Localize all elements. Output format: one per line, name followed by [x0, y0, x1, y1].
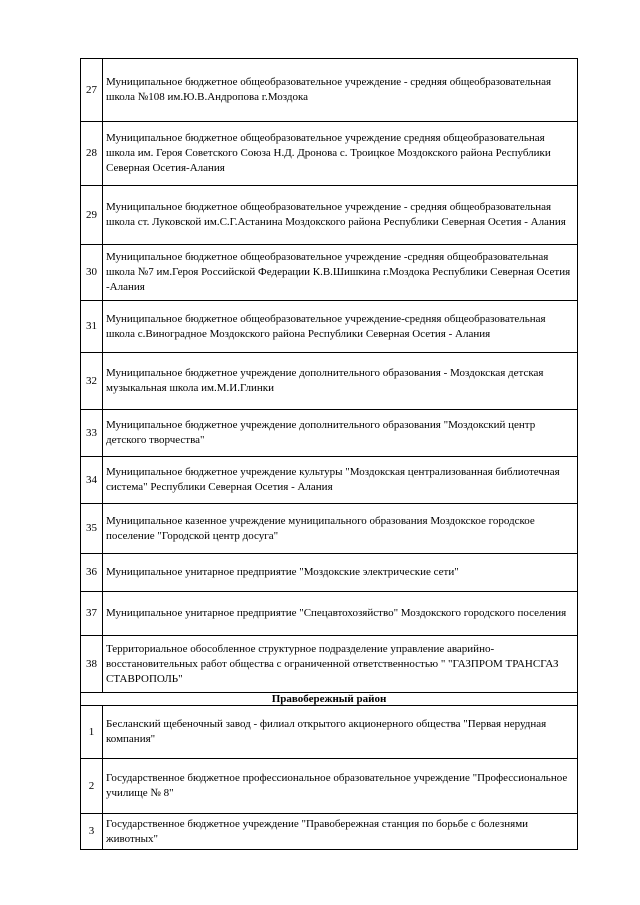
row-number: 37 — [81, 592, 103, 636]
table-row — [81, 592, 578, 636]
organization-name: Муниципальное унитарное предприятие "Спецавтохозяйство" Моздокского городского поселения — [103, 592, 578, 636]
organization-name: Муниципальное бюджетное общеобразовательное учреждение-средняя общеобразовательная школа с.Виноградное Моздокского района Республики Северная Осетия - Алания — [103, 301, 578, 353]
organization-name: Муниципальное бюджетное общеобразовательное учреждение - средняя общеобразовательная школа ст. Луковской им.С.Г.Астанина Моздокского района Республики Северная Осетия - Алания — [103, 186, 578, 245]
table-row — [81, 636, 578, 693]
organization-name: Муниципальное бюджетное общеобразовательное учреждение - средняя общеобразовательная школа №108 им.Ю.В.Андропова г.Моздока — [103, 59, 578, 122]
table-row — [81, 301, 578, 353]
organization-name: Муниципальное бюджетное учреждение дополнительного образования - Моздокская детская музыкальная школа им.М.И.Глинки — [103, 353, 578, 410]
row-number: 28 — [81, 122, 103, 186]
organization-name: Государственное бюджетное учреждение "Правобережная станция по борьбе с болезнями животных" — [103, 814, 578, 850]
organization-name: Муниципальное казенное учреждение муниципального образования Моздокское городское поселение "Городской центр досуга" — [103, 504, 578, 554]
row-number: 29 — [81, 186, 103, 245]
table-row — [81, 186, 578, 245]
table-row — [81, 122, 578, 186]
row-number: 35 — [81, 504, 103, 554]
row-number: 32 — [81, 353, 103, 410]
table-row — [81, 504, 578, 554]
row-number: 33 — [81, 410, 103, 457]
row-number: 36 — [81, 554, 103, 592]
organization-name: Муниципальное бюджетное общеобразовательное учреждение средняя общеобразовательная школа им. Героя Советского Союза Н.Д. Дронова с. Троицкое Моздокского района Республики Северная Осетия-Алания — [103, 122, 578, 186]
organization-name: Муниципальное бюджетное учреждение дополнительного образования "Моздокский центр детского творчества" — [103, 410, 578, 457]
row-number: 27 — [81, 59, 103, 122]
table-row — [81, 814, 578, 850]
section-title: Правобережный район — [81, 693, 578, 706]
organization-name: Муниципальное унитарное предприятие "Моздокские электрические сети" — [103, 554, 578, 592]
row-number: 31 — [81, 301, 103, 353]
table-row — [81, 759, 578, 814]
table-row — [81, 457, 578, 504]
organization-name: Территориальное обособленное структурное подразделение управление аварийно-восстановительных работ общества с ограниченной ответственностью " "ГАЗПРОМ ТРАНСГАЗ СТАВРОПОЛЬ" — [103, 636, 578, 693]
table-row — [81, 59, 578, 122]
organization-name: Государственное бюджетное профессиональное образовательное учреждение "Профессиональное училище № 8" — [103, 759, 578, 814]
table-row — [81, 554, 578, 592]
row-number: 1 — [81, 706, 103, 759]
table-row — [81, 353, 578, 410]
row-number: 38 — [81, 636, 103, 693]
organization-name: Муниципальное бюджетное общеобразовательное учреждение -средняя общеобразовательная школа №7 им.Героя Российской Федерации К.В.Шишкина г.Моздока Республики Северная Осетия -Алания — [103, 245, 578, 301]
row-number: 30 — [81, 245, 103, 301]
organizations-table — [80, 58, 578, 850]
organization-name: Бесланский щебеночный завод - филиал открытого акционерного общества "Первая нерудная компания" — [103, 706, 578, 759]
row-number: 3 — [81, 814, 103, 850]
organization-name: Муниципальное бюджетное учреждение культуры "Моздокская централизованная библиотечная система" Республики Северная Осетия - Алания — [103, 457, 578, 504]
table-row — [81, 706, 578, 759]
row-number: 2 — [81, 759, 103, 814]
section-header-row — [81, 693, 578, 706]
table-row — [81, 410, 578, 457]
table-row — [81, 245, 578, 301]
row-number: 34 — [81, 457, 103, 504]
